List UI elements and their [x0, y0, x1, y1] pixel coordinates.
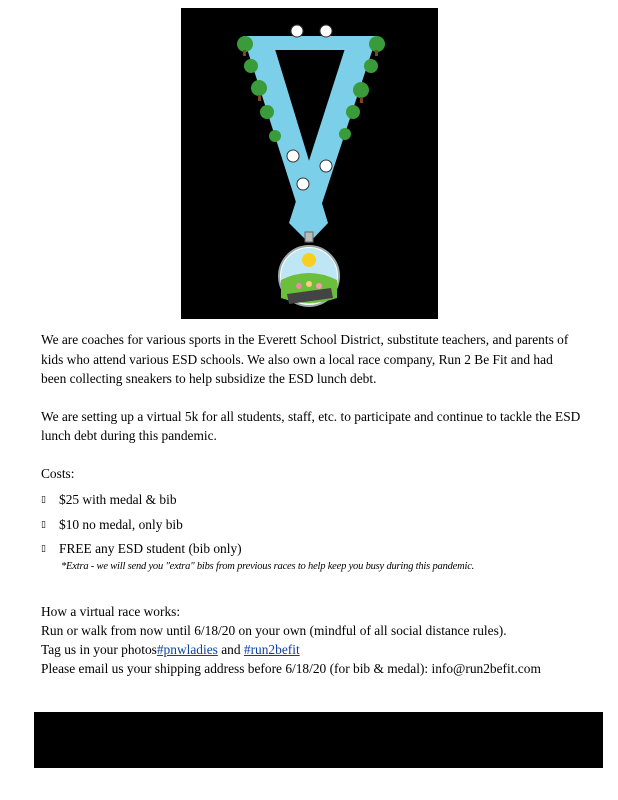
- tag-prefix: Tag us in your photos: [41, 641, 157, 657]
- cost-item-text: $10 no medal, only bib: [59, 516, 183, 532]
- pnwladies-hashtag-link[interactable]: #pnwladies: [156, 641, 218, 657]
- extra-bibs-note: *Extra - we will send you "extra" bibs from previous races to help keep you busy during this pandemic.: [61, 560, 475, 572]
- cost-item-text: FREE any ESD student (bib only): [59, 541, 242, 556]
- intro-paragraph: We are coaches for various sports in the Everett School District, substitute teachers, and parents of kids who attend various ESD schools. We also own a local race company, Run 2 Be Fit and had been collecting sneakers to help subsidize the ESD lunch debt.: [41, 332, 569, 386]
- medal-sun: [302, 253, 316, 267]
- cost-item-10: [41, 515, 581, 535]
- how-heading: How a virtual race works:: [41, 603, 181, 619]
- run2befit-hashtag-link[interactable]: #run2befit: [243, 641, 300, 657]
- how-line-tag: [41, 640, 581, 659]
- how-line-run: Run or walk from now until 6/18/20 on your own (mindful of all social distance rules).: [41, 622, 507, 638]
- how-it-works-section: [41, 602, 581, 678]
- medal-illustration: [181, 8, 438, 319]
- bullet-icon: ▯: [41, 543, 46, 553]
- cost-item-text: $25 with medal & bib: [59, 492, 177, 507]
- how-line-email: Please email us your shipping address before 6/18/20 (for bib & medal): info@run2befit.com: [41, 660, 541, 676]
- medal-clip: [305, 232, 313, 242]
- cost-item-free: [41, 539, 581, 575]
- costs-heading: Costs:: [41, 465, 75, 481]
- costs-list: [41, 490, 581, 575]
- cost-item-25: [41, 490, 581, 510]
- footer-black-bar: [34, 712, 603, 768]
- bullet-icon: ▯: [41, 494, 46, 504]
- bullet-icon: ▯: [41, 518, 46, 529]
- medal-image: [181, 8, 438, 319]
- virtual-5k-paragraph: We are setting up a virtual 5k for all students, staff, etc. to participate and continue to tackle the ESD lunch debt during this pandemic.: [41, 408, 581, 443]
- tag-and: and: [217, 641, 244, 657]
- document-body: [41, 330, 581, 678]
